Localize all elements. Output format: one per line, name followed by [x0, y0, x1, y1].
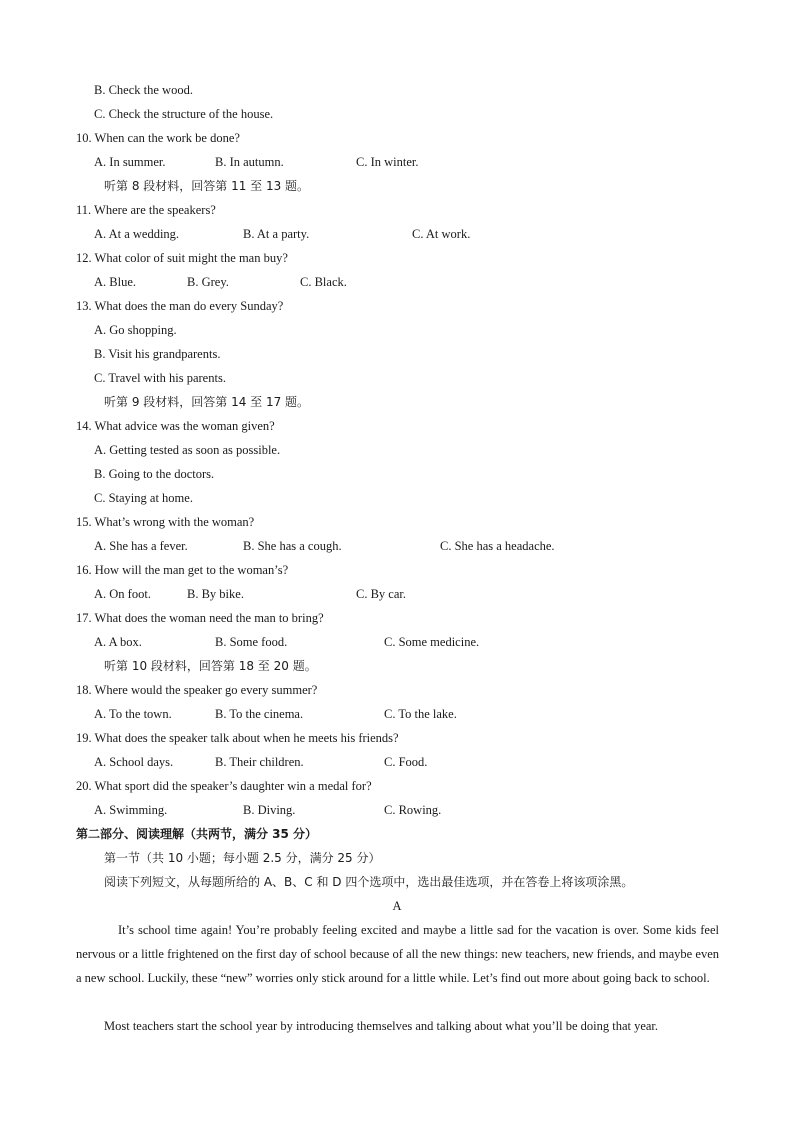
q14-option-b: B. Going to the doctors.	[94, 467, 215, 481]
q13-stem: 13. What does the man do every Sunday?	[76, 299, 284, 313]
q12-option-c: C. Black.	[300, 275, 347, 289]
passage-paragraph-2: Most teachers start the school year by introducing themselves and talking about what you’ll be doing that year.	[104, 1019, 659, 1033]
passage-paragraph-1: It’s school time again! You’re probably feeling excited and maybe a little sad for the vacation is over. Some kids feel nervous or a little frightened on the first day of school because of all the new things: new teachers, new friends, and maybe even a new school. Luckily, these “new” worries only stick around for a little while. Let’s find out more about going back to school.	[76, 923, 719, 985]
q10-stem: 10. When can the work be done?	[76, 131, 240, 145]
q11-stem: 11. Where are the speakers?	[76, 203, 216, 217]
q11-option-a: A. At a wedding.	[94, 227, 180, 241]
q10-option-b: B. In autumn.	[215, 155, 284, 169]
q15-stem: 15. What’s wrong with the woman?	[76, 515, 255, 529]
part2-instruction: 阅读下列短文，从每题所给的 A、B、C 和 D 四个选项中，选出最佳选项，并在答卷上将该项涂黑。	[104, 875, 634, 889]
q9-option-b: B. Check the wood.	[94, 83, 193, 97]
q19-option-c: C. Food.	[384, 755, 428, 769]
q16-option-c: C. By car.	[356, 587, 406, 601]
q12-option-b: B. Grey.	[187, 275, 229, 289]
q20-stem: 20. What sport did the speaker’s daughter win a medal for?	[76, 779, 372, 793]
passage-label: A	[392, 899, 402, 913]
q18-option-b: B. To the cinema.	[215, 707, 304, 721]
q19-option-a: A. School days.	[94, 755, 174, 769]
q19-option-b: B. Their children.	[215, 755, 304, 769]
q10-option-c: C. In winter.	[356, 155, 419, 169]
q16-stem: 16. How will the man get to the woman’s?	[76, 563, 289, 577]
q13-option-b: B. Visit his grandparents.	[94, 347, 221, 361]
listening-instruction-10: 听第 10 段材料，回答第 18 至 20 题。	[104, 659, 317, 673]
q14-stem: 14. What advice was the woman given?	[76, 419, 275, 433]
q17-option-c: C. Some medicine.	[384, 635, 480, 649]
q13-option-c: C. Travel with his parents.	[94, 371, 226, 385]
q12-stem: 12. What color of suit might the man buy?	[76, 251, 288, 265]
q19-stem: 19. What does the speaker talk about when he meets his friends?	[76, 731, 399, 745]
q15-option-b: B. She has a cough.	[243, 539, 342, 553]
q17-option-a: A. A box.	[94, 635, 142, 649]
q12-option-a: A. Blue.	[94, 275, 137, 289]
q20-option-a: A. Swimming.	[94, 803, 168, 817]
listening-instruction-9: 听第 9 段材料，回答第 14 至 17 题。	[104, 395, 310, 409]
q14-option-c: C. Staying at home.	[94, 491, 193, 505]
part2-title: 第二部分、阅读理解（共两节，满分 35 分）	[76, 827, 318, 841]
q13-option-a: A. Go shopping.	[94, 323, 177, 337]
part2-section1-heading: 第一节（共 10 小题；每小题 2.5 分，满分 25 分）	[104, 851, 381, 865]
q20-option-b: B. Diving.	[243, 803, 296, 817]
q17-option-b: B. Some food.	[215, 635, 288, 649]
q16-option-a: A. On foot.	[94, 587, 151, 601]
q11-option-c: C. At work.	[412, 227, 471, 241]
listening-instruction-8: 听第 8 段材料，回答第 11 至 13 题。	[104, 179, 310, 193]
q9-option-c: C. Check the structure of the house.	[94, 107, 274, 121]
q11-option-b: B. At a party.	[243, 227, 310, 241]
q18-option-a: A. To the town.	[94, 707, 172, 721]
q18-stem: 18. Where would the speaker go every summer?	[76, 683, 318, 697]
q18-option-c: C. To the lake.	[384, 707, 457, 721]
q15-option-c: C. She has a headache.	[440, 539, 555, 553]
q15-option-a: A. She has a fever.	[94, 539, 188, 553]
q10-option-a: A. In summer.	[94, 155, 166, 169]
q14-option-a: A. Getting tested as soon as possible.	[94, 443, 281, 457]
q20-option-c: C. Rowing.	[384, 803, 442, 817]
q17-stem: 17. What does the woman need the man to bring?	[76, 611, 324, 625]
q16-option-b: B. By bike.	[187, 587, 244, 601]
